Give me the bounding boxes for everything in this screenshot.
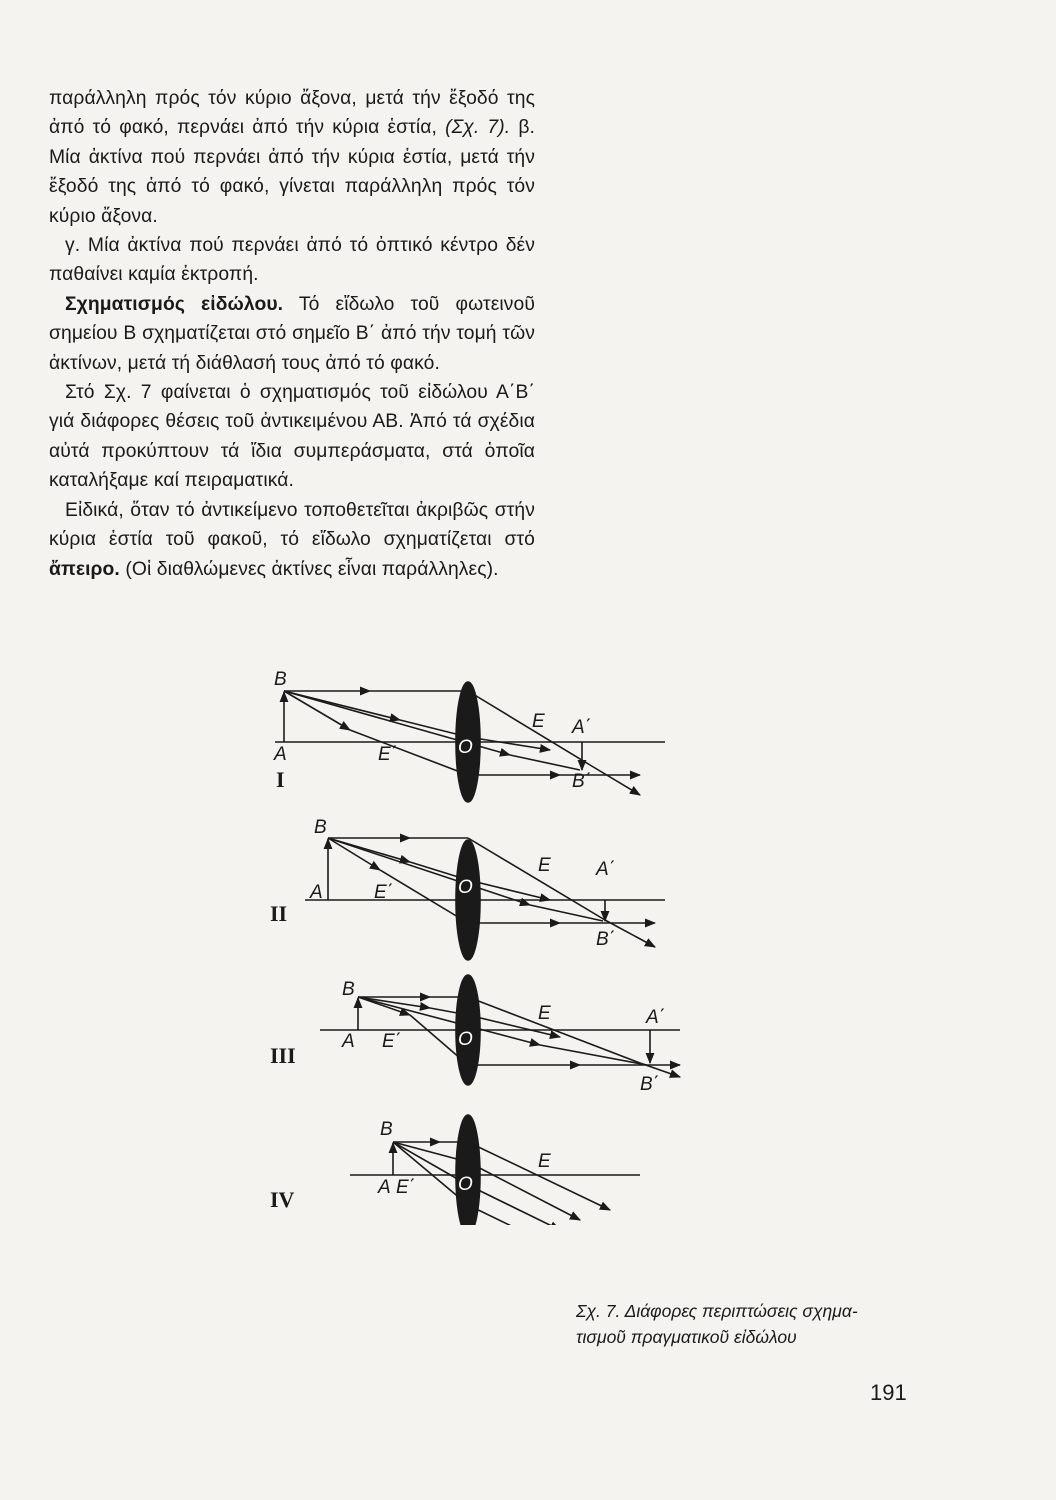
case-3-diagram (320, 975, 680, 1085)
case-3-label-b-prime: B΄ (640, 1074, 659, 1095)
paragraph-5-end: (Οἱ διαθλώμενες ἀκτίνες εἶναι παράλληλες). (119, 558, 499, 580)
case-1-label-e-prime: E΄ (378, 744, 397, 765)
case-2-label-o: O (458, 877, 473, 898)
case-2-roman-label: II (270, 901, 288, 926)
case-4-roman-label: IV (270, 1187, 295, 1212)
paragraph-1 (49, 84, 535, 231)
paragraph-1-text: παράλληλη πρός τόν κύριο ἄξονα, μετά τήν ἔξοδό της ἀπό τό φακό, περνάει ἀπό τήν κύρια ἑστία, (49, 88, 535, 139)
paragraph-3 (49, 290, 535, 378)
case-2-label-a: A (310, 882, 323, 903)
case-3-label-e: E (538, 1003, 551, 1024)
case-1-label-b-prime: B΄ (572, 771, 591, 792)
case-4-label-e-prime: E΄ (396, 1177, 415, 1198)
paragraph-2: γ. Μία ἀκτίνα πού περνάει ἀπό τό ὀπτικό κέντρο δέν παθαίνει καμία ἐκτροπή. (49, 235, 535, 286)
case-1-label-a: A (274, 744, 287, 765)
case-4-label-o: O (458, 1174, 473, 1195)
case-2-label-b-prime: B΄ (596, 929, 615, 950)
case-4-diagram (350, 1115, 640, 1225)
figure-caption (576, 1298, 936, 1350)
page-number: 191 (870, 1380, 907, 1405)
case-1-label-o: O (458, 737, 473, 758)
text-column (49, 84, 535, 584)
case-3-label-a: A (342, 1031, 355, 1052)
case-2-label-b: B (314, 817, 327, 838)
paragraph-4: Στό Σχ. 7 φαίνεται ὁ σχηματισμός τοῦ εἰδώλου Α΄Β΄ γιά διάφορες θέσεις τοῦ ἀντικειμένου ΑΒ. Ἀπό τά σχέδια αὐτά προκύπτουν τά ἴδια συμπεράσματα, στά ὁποῖα καταλήξαμε καί πειραματικά. (49, 382, 535, 492)
case-1-label-b: B (274, 669, 287, 690)
case-3-label-b: B (342, 979, 355, 1000)
case-1-roman-label: I (276, 767, 285, 792)
section-heading: Σχηματισμός εἰδώλου. (65, 293, 284, 315)
paragraph-3-text: Τό εἴδωλο τοῦ φωτεινοῦ σημείου Β σχηματίζεται στό σημεῖο Β΄ ἀπό τήν τομή τῶν ἀκτίνων, μετά τή διάθλασή τους ἀπό τό φακό. (49, 293, 535, 374)
caption-line-1: Σχ. 7. Διάφορες περιπτώσεις σχημα- (576, 1301, 858, 1321)
caption-line-2: τισμοῦ πραγματικοῦ εἰδώλου (576, 1327, 797, 1347)
case-3-label-a-prime: A΄ (646, 1007, 665, 1028)
case-3-label-e-prime: E΄ (382, 1031, 401, 1052)
paragraph-1-rest: β. Μία ἀκτίνα πού περνάει ἀπό τήν κύρια ἑστία, μετά τήν ἔξοδό της ἀπό τό φακό, γίνεται παράλληλη πρός τόν κύριο ἄξονα. (49, 117, 535, 227)
paragraph-5 (49, 496, 535, 584)
paragraph-5-text: Εἰδικά, ὅταν τό ἀντικείμενο τοποθετεῖται ἀκριβῶς στήν κύρια ἑστία τοῦ φακοῦ, τό εἴδωλο σχηματίζεται στό (49, 499, 535, 551)
case-3-roman-label: III (270, 1043, 296, 1068)
case-4-label-b: B (380, 1119, 393, 1140)
case-2-label-e-prime: E΄ (374, 882, 393, 903)
case-2-label-e: E (538, 855, 551, 876)
ray-diagram-figure (260, 665, 700, 1225)
case-1-label-a-prime: A΄ (572, 717, 591, 738)
ray-diagram (260, 665, 700, 1225)
case-2-lens (456, 840, 480, 960)
emphasis-infinity: ἄπειρο. (49, 558, 120, 580)
case-1-label-e: E (532, 711, 545, 732)
case-4-label-a: A (378, 1177, 391, 1198)
case-3-label-o: O (458, 1029, 473, 1050)
figure-reference: (Σχ. 7). (445, 117, 511, 139)
case-4-label-e: E (538, 1151, 551, 1172)
case-2-label-a-prime: A΄ (596, 859, 615, 880)
